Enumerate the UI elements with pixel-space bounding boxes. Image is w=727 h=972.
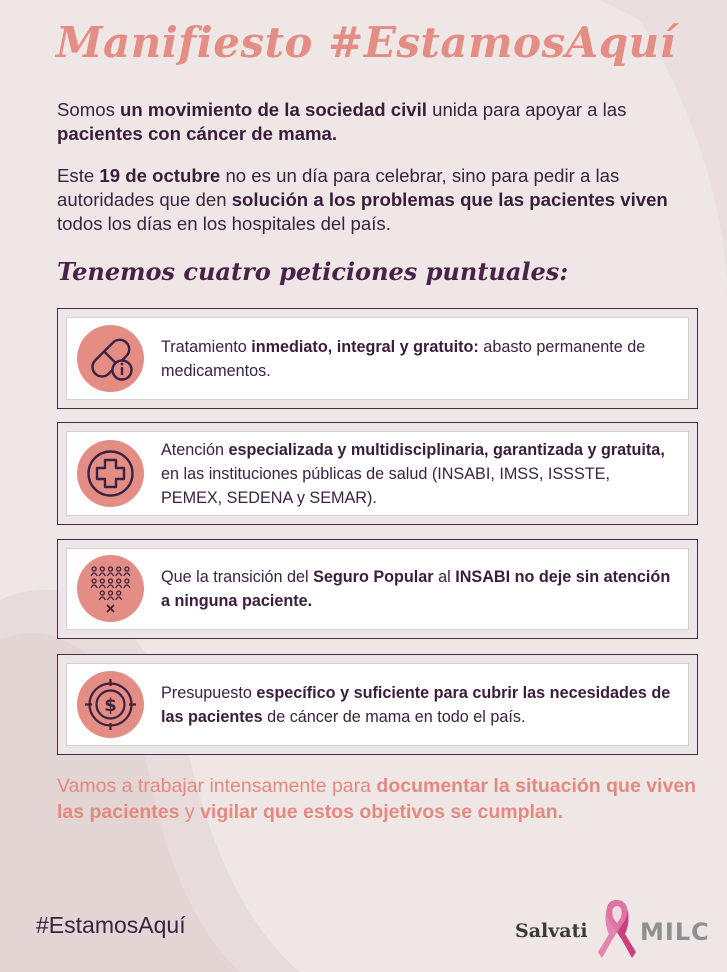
svg-text:$: $ xyxy=(104,694,117,716)
bold-text-segment: 19 de octubre xyxy=(99,165,221,186)
petition-card-4 xyxy=(57,654,698,755)
text-segment: unida para apoyar a las xyxy=(426,99,627,120)
bold-text-segment: solución a los problemas que las pacientes viven xyxy=(231,189,668,210)
petition-card-2 xyxy=(57,422,698,525)
petition-card-1 xyxy=(57,308,698,409)
petition-text-4 xyxy=(161,681,672,729)
bold-text-segment: documentar la situación que viven las pacientes xyxy=(57,775,697,823)
text-segment: no es un día para celebrar, sino para pedir a las autoridades que den xyxy=(57,165,620,210)
petition-text-1 xyxy=(161,335,672,383)
sponsor-logos xyxy=(512,892,717,964)
petitions-heading: Tenemos cuatro peticiones puntuales: xyxy=(57,257,569,286)
petition-card-inner xyxy=(66,663,689,746)
bold-text-segment: vigilar que estos objetivos se cumplan. xyxy=(200,801,564,823)
people-group-icon xyxy=(77,555,144,622)
text-segment: Este xyxy=(57,165,100,186)
petition-card-inner xyxy=(66,548,689,630)
text-segment: y xyxy=(179,801,201,823)
salvati-logo: Salvati xyxy=(515,920,588,942)
text-segment: Que la transición del xyxy=(161,568,314,586)
bold-text-segment: Seguro Popular xyxy=(313,568,434,586)
text-segment: Somos xyxy=(57,99,121,120)
page-title: Manifiesto #EstamosAquí xyxy=(56,18,677,67)
petition-card-inner xyxy=(66,317,689,400)
bold-text-segment: un movimiento de la sociedad civil xyxy=(120,99,427,120)
bold-text-segment: especializada y multidisciplinaria, garantizada y gratuita, xyxy=(228,440,665,459)
petition-card-inner xyxy=(66,431,689,516)
text-segment: al xyxy=(433,568,456,586)
bold-text-segment: no deje sin atención a ninguna paciente. xyxy=(161,568,671,610)
text-segment: todos los días en los hospitales del país. xyxy=(57,213,391,234)
text-segment: Atención xyxy=(161,440,229,459)
text-segment: en las instituciones públicas de salud (INSABI, IMSS, ISSSTE, PEMEX, SEDENA y SEMAR). xyxy=(161,464,610,507)
closing-statement xyxy=(57,773,697,825)
bold-text-segment: inmediato, integral y gratuito: xyxy=(251,337,479,356)
intro-paragraph-2 xyxy=(57,164,707,236)
bold-text-segment: específico y suficiente para cubrir las necesidades de las pacientes xyxy=(161,683,671,726)
bold-text-segment: pacientes con cáncer de mama. xyxy=(57,123,338,144)
medical-cross-icon xyxy=(77,440,144,507)
text-segment: abasto permanente de medicamentos. xyxy=(161,337,646,380)
petition-text-3 xyxy=(161,565,672,613)
footer-hashtag: #EstamosAquí xyxy=(36,912,186,938)
text-segment: de cáncer de mama en todo el país. xyxy=(262,707,526,726)
text-segment: Presupuesto xyxy=(161,683,257,702)
text-segment: Vamos a trabajar intensamente para xyxy=(57,775,377,797)
bold-text-segment: INSABI xyxy=(455,568,511,586)
dollar-target-icon xyxy=(77,671,144,738)
pink-ribbon-icon xyxy=(596,896,638,962)
petition-card-3 xyxy=(57,539,698,639)
text-segment: Tratamiento xyxy=(161,337,252,356)
petition-text-2 xyxy=(161,438,672,510)
intro-paragraph-1 xyxy=(57,98,707,146)
milc-logo: MILC xyxy=(640,918,710,946)
pill-capsule-icon xyxy=(77,325,144,392)
